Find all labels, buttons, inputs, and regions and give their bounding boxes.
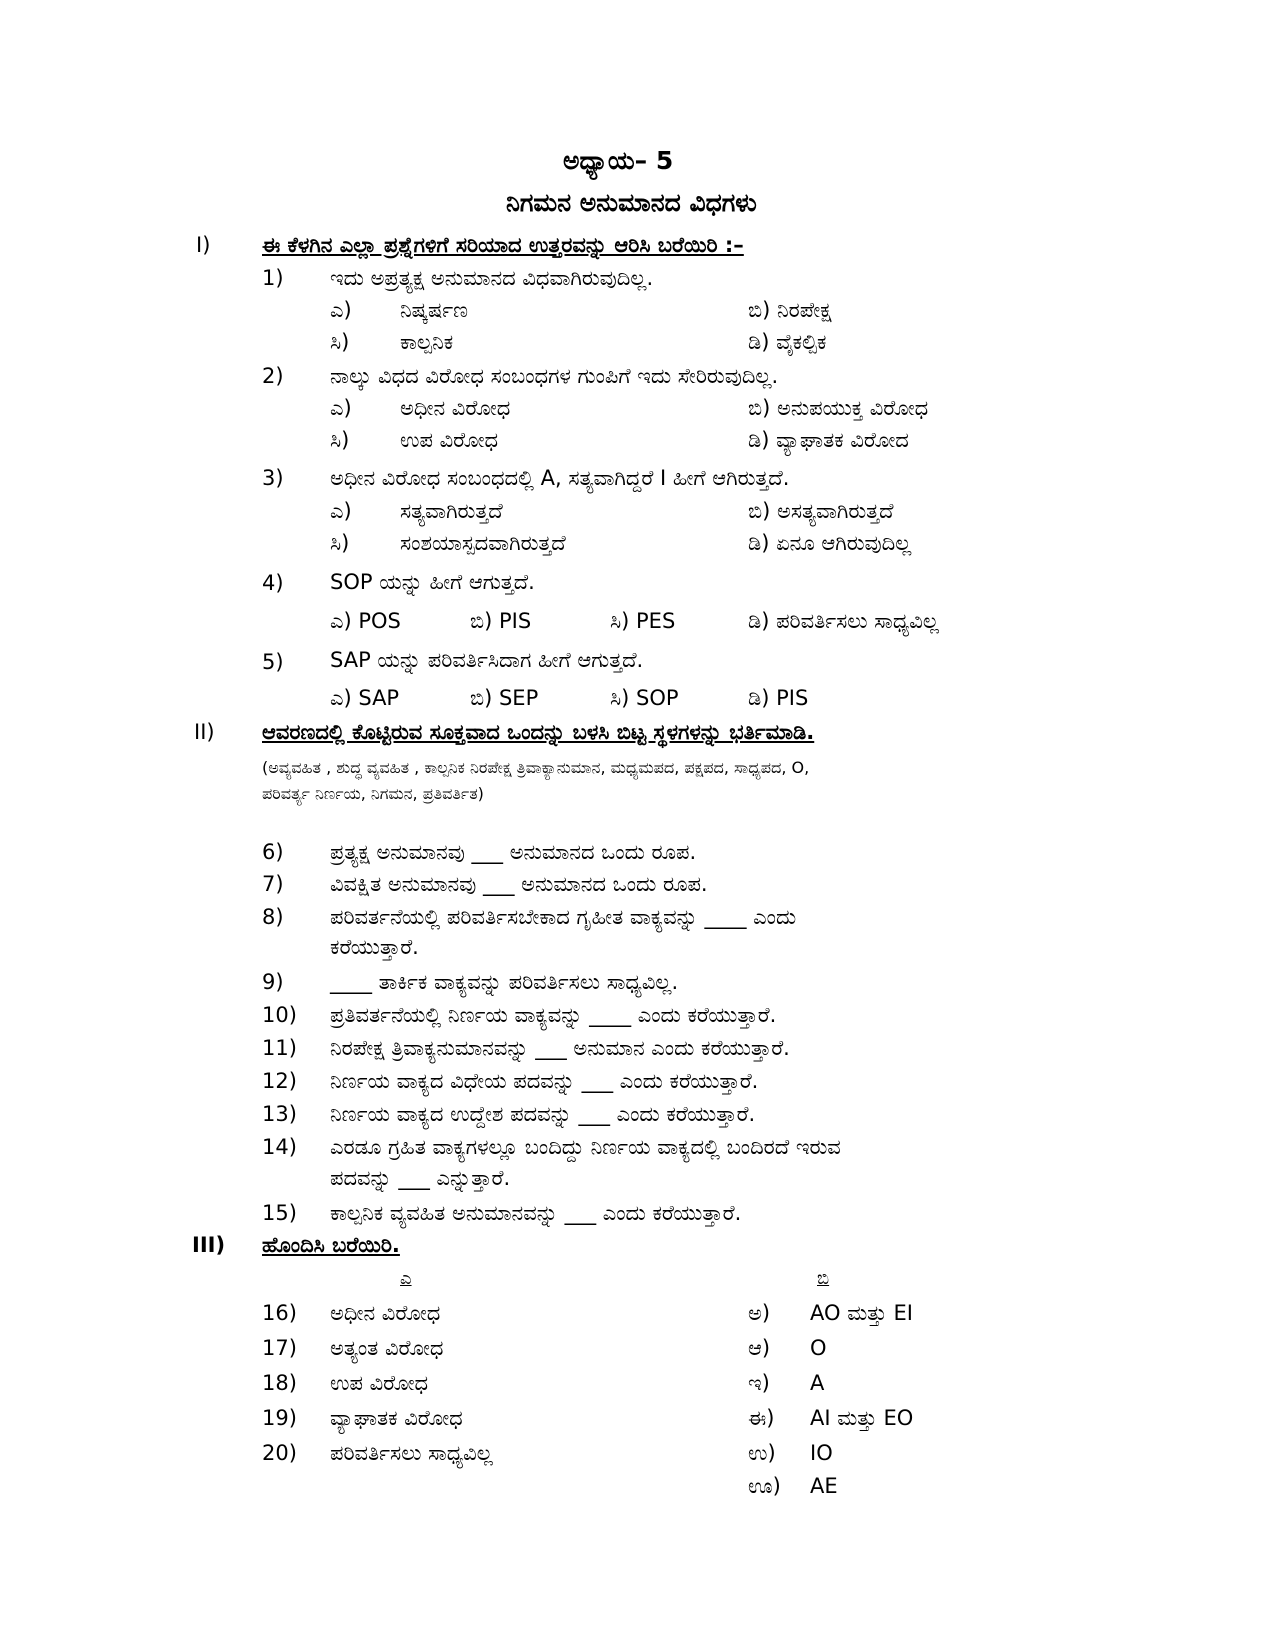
match-right-text: AI ಮತ್ತು EO [810,1406,914,1430]
question-text: ಪ್ರತ್ಯಕ್ಷ ಅನುಮಾನವು ___ ಅನುಮಾನದ ಒಂದು ರೂಪ. [330,840,697,864]
section-3-instruction: ಹೊಂದಿಸಿ ಬರೆಯಿರಿ. [262,1233,400,1257]
option-d: ಡಿ) PIS [748,686,809,710]
question-number: 5) [262,650,284,674]
question-number: 7) [262,872,284,896]
question-number: 12) [262,1069,297,1093]
question-number: 13) [262,1102,297,1126]
option-c-text: ಸಂಶಯಾಸ್ಪದವಾಗಿರುತ್ತದೆ [400,531,566,555]
option-a-label: ಎ) [330,396,352,420]
option-c-label: ಸಿ) [330,428,350,452]
question-number: 3) [262,466,284,490]
match-left-number: 19) [262,1406,297,1430]
match-left-number: 20) [262,1441,297,1465]
match-right-label: ಇ) [748,1371,770,1395]
option-c-label: ಸಿ) [330,330,350,354]
match-right-label: ಈ) [748,1406,775,1430]
question-text: ಅಧೀನ ವಿರೋಧ ಸಂಬಂಧದಲ್ಲಿ A, ಸತ್ಯವಾಗಿದ್ದರೆ I ಹೀಗೆ ಆಗಿರುತ್ತದೆ. [330,466,790,490]
match-left-text: ಅತ್ಯಂತ ವಿರೋಧ [330,1336,444,1360]
option-b: ಬಿ) ನಿರಪೇಕ್ಷ [748,298,832,322]
question-number: 11) [262,1036,297,1060]
match-right-text: A [810,1371,825,1395]
option-d: ಡಿ) ವೈಕಲ್ಪಿಕ [748,330,827,354]
question-text: ನಾಲ್ಕು ವಿಧದ ವಿರೋಧ ಸಂಬಂಧಗಳ ಗುಂಪಿಗೆ ಇದು ಸೇರಿರುವುದಿಲ್ಲ. [330,364,779,388]
option-a: ಎ) SAP [330,686,400,710]
match-right-text: IO [810,1441,833,1465]
question-text: SOP ಯನ್ನು ಹೀಗೆ ಆಗುತ್ತದೆ. [330,570,535,594]
question-number: 1) [262,266,284,290]
option-c: ಸಿ) PES [610,609,676,633]
column-b-heading: ಬಿ [817,1268,830,1289]
option-c-text: ಕಾಲ್ಪನಿಕ [400,330,454,354]
question-text: ಎರಡೂ ಗ್ರಹಿತ ವಾಕ್ಯಗಳಲ್ಲೂ ಬಂದಿದ್ದು ನಿರ್ಣಯ ವಾಕ್ಯದಲ್ಲಿ ಬಂದಿರದೆ ಇರುವ [330,1135,841,1159]
question-text-continued: ಕರೆಯುತ್ತಾರೆ. [330,935,419,959]
section-1-instruction: ಈ ಕೆಳಗಿನ ಎಲ್ಲಾ ಪ್ರಶ್ನೆಗಳಿಗೆ ಸರಿಯಾದ ಉತ್ತರವನ್ನು ಆರಿಸಿ ಬರೆಯಿರಿ :– [262,233,744,257]
match-left-number: 18) [262,1371,297,1395]
match-right-label: ಅ) [748,1301,771,1325]
match-left-text: ಉಪ ವಿರೋಧ [330,1371,429,1395]
question-number: 15) [262,1201,297,1225]
question-text: ಪ್ರತಿವರ್ತನೆಯಲ್ಲಿ ನಿರ್ಣಯ ವಾಕ್ಯವನ್ನು ____ ಎಂದು ಕರೆಯುತ್ತಾರೆ. [330,1003,777,1027]
section-2-instruction: ಆವರಣದಲ್ಲಿ ಕೊಟ್ಟಿರುವ ಸೂಕ್ತವಾದ ಒಂದನ್ನು ಬಳಸಿ ಬಿಟ್ಟ ಸ್ಥಳಗಳನ್ನು ಭರ್ತಿಮಾಡಿ. [262,720,815,744]
options-list: ಪರಿವರ್ತ್ಯ ನಿರ್ಣಯ, ನಿಗಮನ, ಪ್ರತಿವರ್ತಿತ) [262,784,484,803]
option-d: ಡಿ) ಪರಿವರ್ತಿಸಲು ಸಾಧ್ಯವಿಲ್ಲ [748,609,939,633]
option-a-text: ಸತ್ಯವಾಗಿರುತ್ತದೆ [400,499,503,523]
match-right-label: ಆ) [748,1336,771,1360]
section-3-number: III) [192,1233,226,1257]
question-number: 9) [262,970,284,994]
option-b: ಬಿ) PIS [470,609,532,633]
match-left-text: ಪರಿವರ್ತಿಸಲು ಸಾಧ್ಯವಿಲ್ಲ [330,1441,493,1465]
option-c: ಸಿ) SOP [610,686,679,710]
section-1-number: I) [196,233,211,257]
question-text: ನಿರಪೇಕ್ಷ ತ್ರಿವಾಕ್ಯನುಮಾನವನ್ನು ___ ಅನುಮಾನ ಎಂದು ಕರೆಯುತ್ತಾರೆ. [330,1036,790,1060]
option-a-label: ಎ) [330,298,352,322]
match-right-label: ಊ) [748,1474,781,1498]
section-2-number: II) [194,720,215,744]
match-left-number: 16) [262,1301,297,1325]
chapter-title: ಅಧ್ಯಾಯ– 5 [563,146,674,175]
question-number: 4) [262,571,284,595]
option-b: ಬಿ) SEP [470,686,539,710]
question-text-continued: ಪದವನ್ನು ___ ಎನ್ನುತ್ತಾರೆ. [330,1166,511,1190]
option-c-text: ಉಪ ವಿರೋಧ [400,428,499,452]
column-a-heading: ಎ [400,1268,412,1289]
match-right-text: AO ಮತ್ತು EI [810,1301,913,1325]
option-a-text: ಅಧೀನ ವಿರೋಧ [400,396,511,420]
option-d: ಡಿ) ಏನೂ ಆಗಿರುವುದಿಲ್ಲ [748,531,912,555]
option-a-text: ನಿಷ್ಕರ್ಷಣ [400,298,468,322]
question-number: 6) [262,840,284,864]
question-text: ಪರಿವರ್ತನೆಯಲ್ಲಿ ಪರಿವರ್ತಿಸಬೇಕಾದ ಗೃಹೀತ ವಾಕ್ಯವನ್ನು ____ ಎಂದು [330,905,797,929]
question-text: ಕಾಲ್ಪನಿಕ ವ್ಯವಹಿತ ಅನುಮಾನವನ್ನು ___ ಎಂದು ಕರೆಯುತ್ತಾರೆ. [330,1201,742,1225]
match-left-number: 17) [262,1336,297,1360]
question-text: ವಿವಕ್ಷಿತ ಅನುಮಾನವು ___ ಅನುಮಾನದ ಒಂದು ರೂಪ. [330,872,708,896]
question-text: SAP ಯನ್ನು ಪರಿವರ್ತಿಸಿದಾಗ ಹೀಗೆ ಆಗುತ್ತದೆ. [330,648,644,672]
option-a-label: ಎ) [330,499,352,523]
question-number: 8) [262,905,284,929]
question-text: ನಿರ್ಣಯ ವಾಕ್ಯದ ಉದ್ದೇಶ ಪದವನ್ನು ___ ಎಂದು ಕರೆಯುತ್ತಾರೆ. [330,1102,756,1126]
option-d: ಡಿ) ವ್ಯಾಘಾತಕ ವಿರೋದ [748,428,909,452]
question-text: ಇದು ಅಪ್ರತ್ಯಕ್ಷ ಅನುಮಾನದ ವಿಧವಾಗಿರುವುದಿಲ್ಲ. [330,266,654,290]
question-number: 2) [262,364,284,388]
options-list: (ಅವ್ಯವಹಿತ , ಶುದ್ಧ ವ್ಯವಹಿತ , ಕಾಲ್ಪನಿಕ ನಿರಪೇಕ್ಷ ತ್ರಿವಾಕ್ಯಾನುಮಾನ, ಮಧ್ಯಮಪದ, ಪಕ್ಷಪದ, ಸಾಧ್ಯಪದ, O, [262,758,810,777]
question-text: ನಿರ್ಣಯ ವಾಕ್ಯದ ವಿಧೇಯ ಪದವನ್ನು ___ ಎಂದು ಕರೆಯುತ್ತಾರೆ. [330,1069,759,1093]
match-left-text: ಅಧೀನ ವಿರೋಧ [330,1301,441,1325]
question-text: ____ ತಾರ್ಕಿಕ ವಾಕ್ಯವನ್ನು ಪರಿವರ್ತಿಸಲು ಸಾಧ್ಯವಿಲ್ಲ. [330,970,679,994]
match-right-text: O [810,1336,827,1360]
match-right-text: AE [810,1474,838,1498]
option-b: ಬಿ) ಅನುಪಯುಕ್ತ ವಿರೋಧ [748,396,929,420]
match-right-label: ಉ) [748,1441,776,1465]
option-c-label: ಸಿ) [330,531,350,555]
option-a: ಎ) POS [330,609,401,633]
match-left-text: ವ್ಯಾಘಾತಕ ವಿರೋಧ [330,1406,463,1430]
chapter-subtitle: ನಿಗಮನ ಅನುಮಾನದ ವಿಧಗಳು [506,188,757,217]
question-number: 14) [262,1135,297,1159]
option-b: ಬಿ) ಅಸತ್ಯವಾಗಿರುತ್ತದೆ [748,499,894,523]
question-number: 10) [262,1003,297,1027]
